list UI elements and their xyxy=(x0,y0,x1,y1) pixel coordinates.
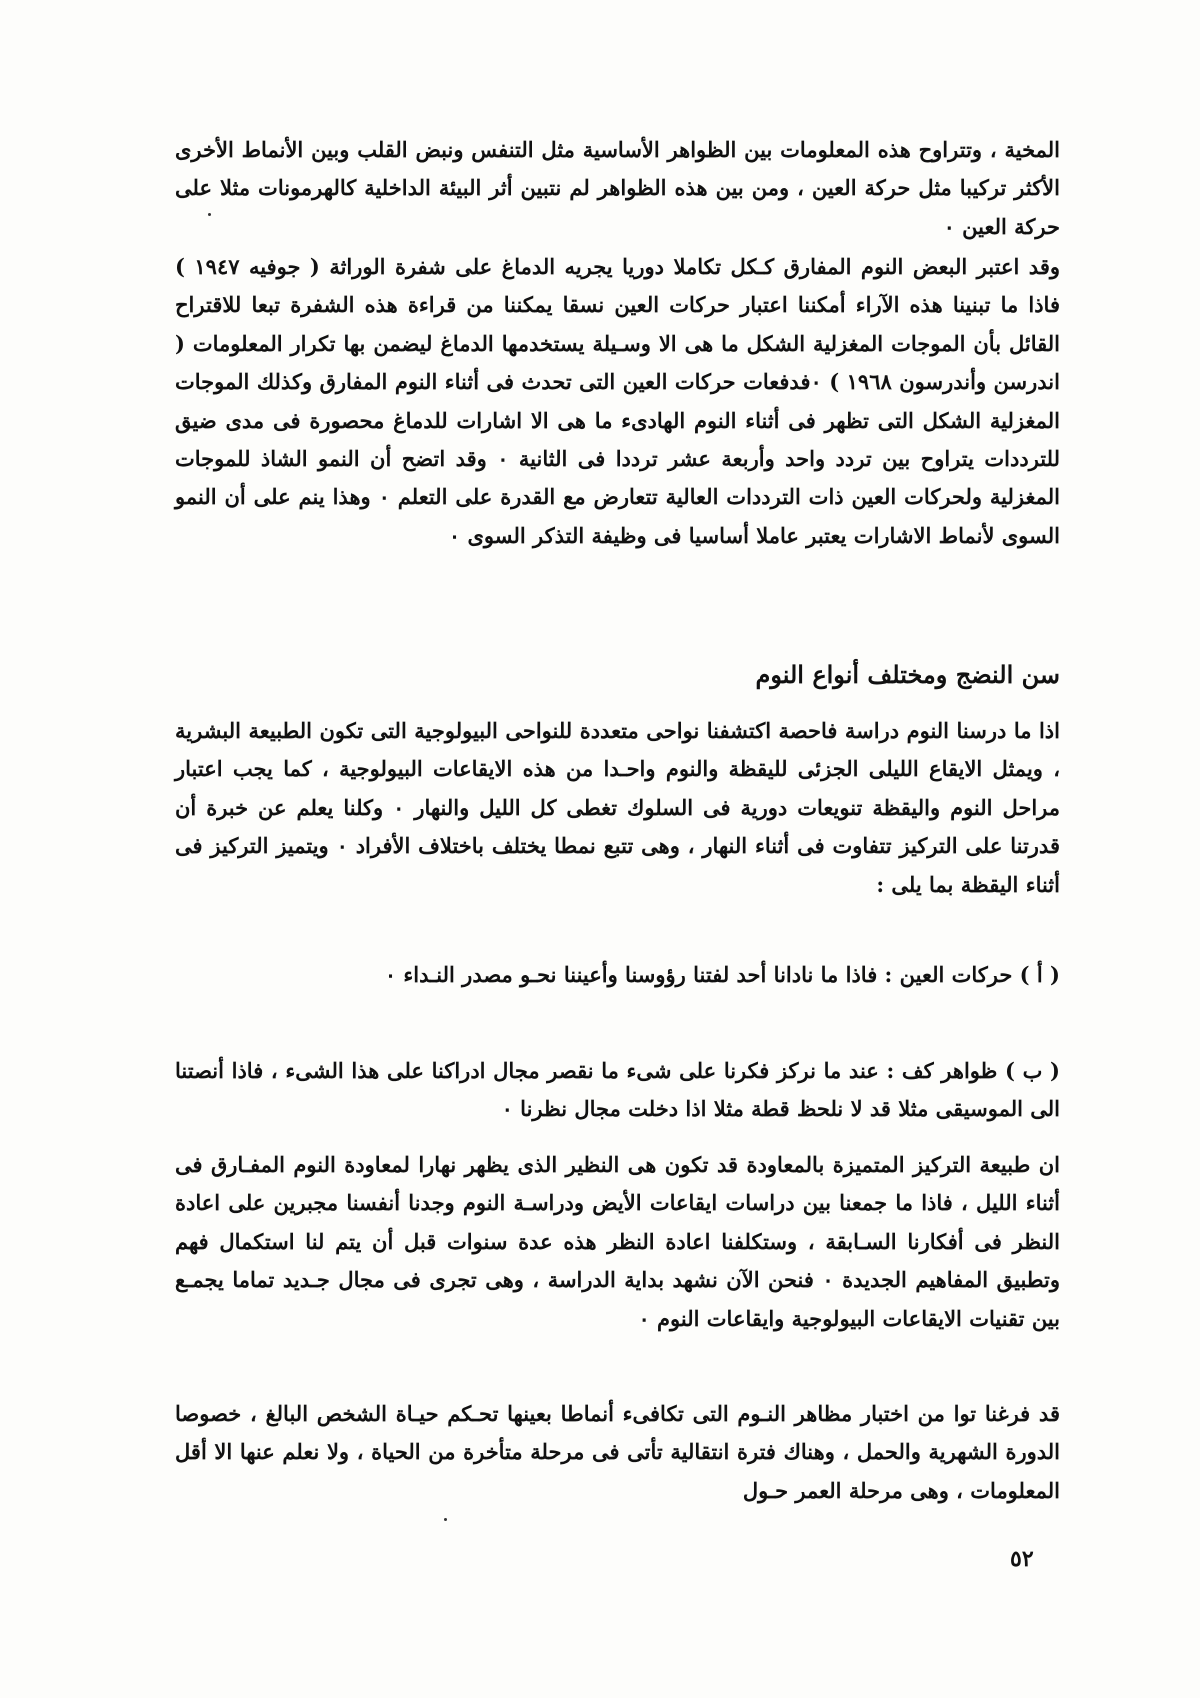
paragraph-7 xyxy=(175,1395,1060,1510)
scan-speck xyxy=(208,213,211,216)
scan-speck xyxy=(444,1518,447,1521)
section-heading: سن النضج ومختلف أنواع النوم xyxy=(755,660,1060,689)
paragraph-4-text: ( أ ) حركات العين : فاذا ما نادانا أحد لفتنا رؤوسنا وأعيننا نحـو مصدر النـداء ٠ xyxy=(384,962,1060,987)
paragraph-2 xyxy=(175,248,1060,555)
paragraph-4 xyxy=(175,956,1060,994)
paragraph-3-text: اذا ما درسنا النوم دراسة فاحصة اكتشفنا نواحى متعددة للنواحى البيولوجية التى تكون الطبيعة البشرية ، ويمثل الايقاع الليلى الجزئى لليقظة والنوم واحـدا من هذه الايقاعات البيولوجية ، كما يجب اعتبار مراحل النوم واليقظة تنويعات دورية فى السلوك تغطى كل الليل والنهار ٠ وكلنا يعلم عن خبرة أن قدرتنا على التركيز تتفاوت فى أثناء النهار ، وهى تتبع نمطا يختلف باختلاف الأفراد ٠ ويتميز التركيز فى أثناء اليقظة بما يلى : xyxy=(175,718,1060,897)
paragraph-5-text: ( ب ) ظواهر كف : عند ما نركز فكرنا على شىء ما نقصر مجال ادراكنا على هذا الشىء ، فاذا أنصتنا الى الموسيقى مثلا قد لا نلحظ قطة مثلا اذا دخلت مجال نظرنا ٠ xyxy=(175,1058,1060,1122)
paragraph-1-text: المخية ، وتتراوح هذه المعلومات بين الظواهر الأساسية مثل التنفس ونبض القلب وبين الأنماط الأخرى الأكثر تركيبا مثل حركة العين ، ومن بين هذه الظواهر لم نتبين أثر البيئة الداخلية كالهرمونات مثلا على حركة العين ٠ xyxy=(175,137,1060,239)
paragraph-1 xyxy=(175,131,1060,246)
paragraph-2-text: وقد اعتبر البعض النوم المفارق كـكل تكاملا دوريا يجريه الدماغ على شفرة الوراثة ( جوفيه ١٩٤٧ ) فاذا ما تبنينا هذه الآراء أمكننا اعتبار حركات العين نسقا يمكننا من قراءة هذه الشفرة تبعا للاقتراح القائل بأن الموجات المغزلية الشكل ما هى الا وسـيلة يستخدمها الدماغ ليضمن بها تكرار المعلومات ( اندرسن وأندرسون ١٩٦٨ ) ٠فدفعات حركات العين التى تحدث فى أثناء النوم المفارق وكذلك الموجات المغزلية الشكل التى تظهر فى أثناء النوم الهادىء ما هى الا اشارات للدماغ محصورة فى مدى ضيق للترددات يتراوح بين تردد واحد وأربعة عشر ترددا فى الثانية ٠ وقد اتضح أن النمو الشاذ للموجات المغزلية ولحركات العين ذات الترددات العالية تتعارض مع القدرة على التعلم ٠ وهذا ينم على أن النمو السوى لأنماط الاشارات يعتبر عاملا أساسيا فى وظيفة التذكر السوى ٠ xyxy=(175,254,1060,548)
paragraph-6 xyxy=(175,1146,1060,1338)
paragraph-3 xyxy=(175,712,1060,904)
paragraph-7-text: قد فرغنا توا من اختبار مظاهر النـوم التى تكافىء أنماطا بعينها تحـكم حيـاة الشخص البالغ ، خصوصا الدورة الشهرية والحمل ، وهناك فترة انتقالية تأتى فى مرحلة متأخرة من الحياة ، ولا نعلم عنها الا أقل المعلومات ، وهى مرحلة العمر حـول xyxy=(175,1401,1060,1503)
paragraph-5 xyxy=(175,1052,1060,1129)
page-number: ٥٢ xyxy=(1010,1546,1034,1572)
paragraph-6-text: ان طبيعة التركيز المتميزة بالمعاودة قد تكون هى النظير الذى يظهر نهارا لمعاودة النوم المفـارق فى أثناء الليل ، فاذا ما جمعنا بين دراسات ايقاعات الأيض ودراسـة النوم وجدنا أنفسنا مجبرين على اعادة النظر فى أفكارنا السـابقة ، وستكلفنا اعادة النظر هذه عدة سنوات قبل أن يتم لنا استكمال فهم وتطبيق المفاهيم الجديدة ٠ فنحن الآن نشهد بداية الدراسة ، وهى تجرى فى مجال جـديد تماما يجمـع بين تقنيات الايقاعات البيولوجية وايقاعات النوم ٠ xyxy=(175,1152,1061,1331)
